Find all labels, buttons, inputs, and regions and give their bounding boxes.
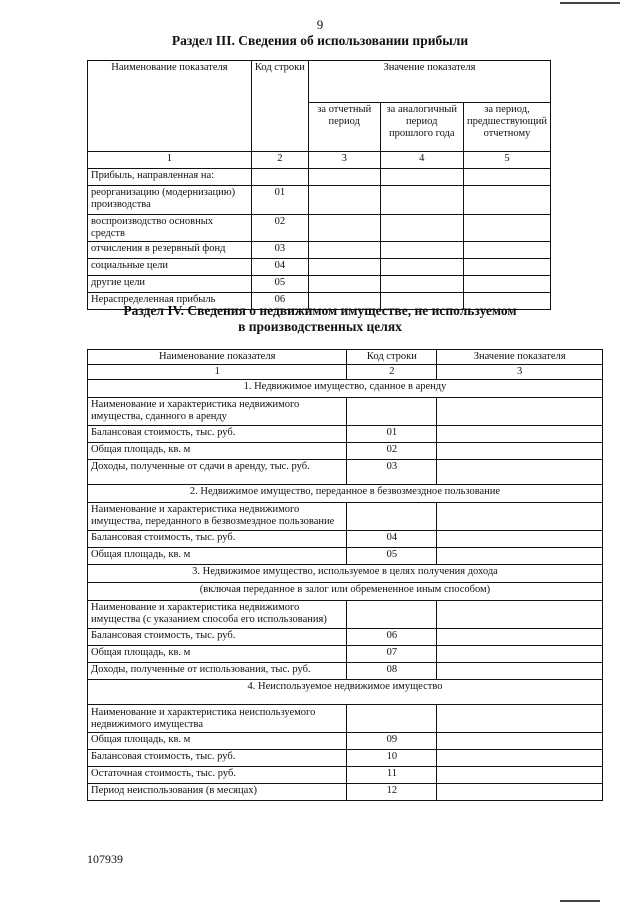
value-cell[interactable] xyxy=(437,398,603,426)
table-row-code: 03 xyxy=(251,242,308,259)
group-desc: Наименование и характеристика недвижимого имущества (с указанием способа его использования) xyxy=(88,601,347,629)
value-cell[interactable] xyxy=(437,503,603,531)
value-cell[interactable] xyxy=(437,767,603,784)
table-row-code: 04 xyxy=(347,531,437,548)
table-row-name: Доходы, полученные от сдачи в аренду, тыс. руб. xyxy=(88,460,347,485)
header-col3: за отчетный период xyxy=(308,102,380,151)
header-code: Код строки xyxy=(251,61,308,152)
s4-header-name: Наименование показателя xyxy=(88,350,347,365)
value-cell[interactable] xyxy=(437,646,603,663)
value-cell[interactable] xyxy=(380,215,463,242)
value-cell[interactable] xyxy=(437,663,603,680)
table-row-name: Период неиспользования (в месяцах) xyxy=(88,784,347,801)
group-title-2: (включая переданное в залог или обремененное иным способом) xyxy=(88,583,603,601)
table-row-name: Общая площадь, кв. м xyxy=(88,443,347,460)
s4-header-value: Значение показателя xyxy=(437,350,603,365)
table-row-name: Общая площадь, кв. м xyxy=(88,548,347,565)
table-row-name: Балансовая стоимость, тыс. руб. xyxy=(88,629,347,646)
table-row-code: 08 xyxy=(347,663,437,680)
value-cell[interactable] xyxy=(380,259,463,276)
value-cell[interactable] xyxy=(437,460,603,485)
value-cell[interactable] xyxy=(380,276,463,293)
table-row-code: 01 xyxy=(347,426,437,443)
s4-colnum-3: 3 xyxy=(437,365,603,380)
table-row-name: Балансовая стоимость, тыс. руб. xyxy=(88,531,347,548)
group-desc: Наименование и характеристика недвижимого имущества, переданного в безвозмездное пользование xyxy=(88,503,347,531)
group-title: 2. Недвижимое имущество, переданное в безвозмездное пользование xyxy=(88,485,603,503)
table-row-name: Общая площадь, кв. м xyxy=(88,646,347,663)
s4-colnum-2: 2 xyxy=(347,365,437,380)
table-row-name: Остаточная стоимость, тыс. руб. xyxy=(88,767,347,784)
table-row-name: Доходы, полученные от использования, тыс. руб. xyxy=(88,663,347,680)
table-row-name: отчисления в резервный фонд xyxy=(88,242,252,259)
value-cell[interactable] xyxy=(437,601,603,629)
value-cell[interactable] xyxy=(380,186,463,215)
value-cell[interactable] xyxy=(463,242,550,259)
value-cell[interactable] xyxy=(308,215,380,242)
page-number: 9 xyxy=(316,17,324,32)
table-row-code: 06 xyxy=(251,293,308,310)
header-value: Значение показателя xyxy=(308,61,550,103)
group-title: 1. Недвижимое имущество, сданное в аренду xyxy=(88,380,603,398)
value-cell[interactable] xyxy=(308,259,380,276)
table-row-code: 04 xyxy=(251,259,308,276)
form-code: 107939 xyxy=(87,852,123,866)
table-row-code: 05 xyxy=(251,276,308,293)
table-row-name: Балансовая стоимость, тыс. руб. xyxy=(88,426,347,443)
value-cell[interactable] xyxy=(437,443,603,460)
table-row-name: Нераспределенная прибыль xyxy=(88,293,252,310)
value-cell[interactable] xyxy=(437,531,603,548)
value-cell[interactable] xyxy=(437,784,603,801)
value-cell[interactable] xyxy=(380,242,463,259)
table-row-code: 07 xyxy=(347,646,437,663)
scan-mark-top xyxy=(560,2,620,4)
table-row-code: 03 xyxy=(347,460,437,485)
section3-table xyxy=(87,60,551,310)
colnum-4: 4 xyxy=(380,152,463,169)
value-cell[interactable] xyxy=(308,242,380,259)
table-row-name: Общая площадь, кв. м xyxy=(88,733,347,750)
s4-header-code: Код строки xyxy=(347,350,437,365)
section3-title: Раздел III. Сведения об использовании прибыли xyxy=(171,33,469,48)
group-label: Прибыль, направленная на: xyxy=(88,169,252,186)
group-title: 3. Недвижимое имущество, используемое в целях получения дохода xyxy=(88,565,603,583)
value-cell[interactable] xyxy=(463,186,550,215)
table-row-code: 11 xyxy=(347,767,437,784)
value-cell[interactable] xyxy=(437,750,603,767)
group-desc: Наименование и характеристика недвижимого имущества, сданного в аренду xyxy=(88,398,347,426)
colnum-5: 5 xyxy=(463,152,550,169)
section4-table xyxy=(87,349,603,801)
table-row-code: 02 xyxy=(347,443,437,460)
s4-colnum-1: 1 xyxy=(88,365,347,380)
value-cell[interactable] xyxy=(437,548,603,565)
section4-title-line1: Раздел IV. Сведения о недвижимом имуществе, не используемом xyxy=(123,303,517,318)
table-row-name: реорганизацию (модернизацию) производства xyxy=(88,186,252,215)
group-desc: Наименование и характеристика неиспользуемого недвижимого имущества xyxy=(88,705,347,733)
table-row-name: Балансовая стоимость, тыс. руб. xyxy=(88,750,347,767)
value-cell[interactable] xyxy=(463,259,550,276)
colnum-3: 3 xyxy=(308,152,380,169)
colnum-2: 2 xyxy=(251,152,308,169)
value-cell[interactable] xyxy=(437,705,603,733)
table-row-code: 10 xyxy=(347,750,437,767)
scan-mark-bottom xyxy=(560,900,600,902)
header-col5: за период, предшествующий отчетному xyxy=(463,102,550,151)
value-cell[interactable] xyxy=(437,733,603,750)
section4-title-line2: в производственных целях xyxy=(238,319,402,334)
group-title: 4. Неиспользуемое недвижимое имущество xyxy=(88,680,603,705)
table-row-code: 05 xyxy=(347,548,437,565)
table-row-code: 12 xyxy=(347,784,437,801)
value-cell[interactable] xyxy=(437,426,603,443)
table-row-name: воспроизводство основных средств xyxy=(88,215,252,242)
value-cell[interactable] xyxy=(308,186,380,215)
header-col4: за аналогичный период прошлого года xyxy=(380,102,463,151)
table-row-name: социальные цели xyxy=(88,259,252,276)
table-row-code: 01 xyxy=(251,186,308,215)
value-cell[interactable] xyxy=(437,629,603,646)
table-row-code: 02 xyxy=(251,215,308,242)
value-cell[interactable] xyxy=(308,276,380,293)
header-name: Наименование показателя xyxy=(88,61,252,152)
table-row-code: 06 xyxy=(347,629,437,646)
table-row-code: 09 xyxy=(347,733,437,750)
value-cell[interactable] xyxy=(463,276,550,293)
colnum-1: 1 xyxy=(88,152,252,169)
table-row-name: другие цели xyxy=(88,276,252,293)
value-cell[interactable] xyxy=(463,215,550,242)
